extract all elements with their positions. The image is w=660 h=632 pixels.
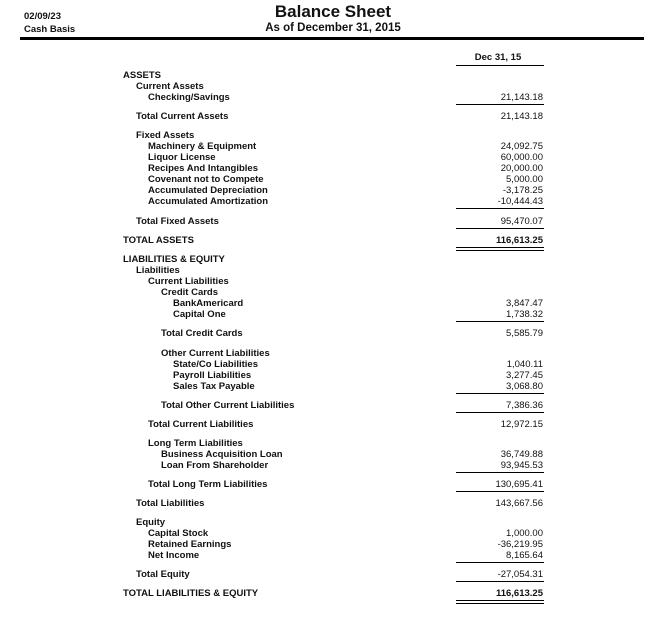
row-machinery-label: Machinery & Equipment — [148, 141, 257, 152]
row-payroll-amount: 3,277.45 — [506, 370, 543, 381]
total-equity-label: Total Equity — [136, 569, 190, 580]
group-other-current-liabilities: Other Current Liabilities — [161, 348, 270, 359]
rule — [456, 581, 544, 582]
row-accum-depreciation-amount: -3,178.25 — [502, 185, 543, 196]
report-date: 02/09/23 — [24, 11, 61, 22]
row-capital-one-label: Capital One — [173, 309, 226, 320]
row-checking-savings-label: Checking/Savings — [148, 92, 230, 103]
row-shareholder-loan-label: Loan From Shareholder — [161, 460, 269, 471]
total-current-assets-label: Total Current Assets — [136, 111, 229, 122]
total-current-liabilities-amount: 12,972.15 — [500, 419, 543, 430]
row-state-co-label: State/Co Liabilities — [173, 359, 258, 370]
header-rule — [20, 37, 644, 40]
total-assets-amount: 116,613.25 — [495, 235, 543, 246]
report-title: Balance Sheet — [274, 2, 392, 21]
total-liabilities-label: Total Liabilities — [136, 498, 205, 509]
rule — [456, 491, 544, 492]
row-payroll-label: Payroll Liabilities — [173, 370, 252, 381]
row-business-loan-label: Business Acquisition Loan — [161, 449, 283, 460]
group-liabilities: Liabilities — [136, 265, 180, 276]
row-checking-savings-amount: 21,143.18 — [500, 92, 543, 103]
total-long-term-label: Total Long Term Liabilities — [148, 479, 268, 490]
section-assets: ASSETS — [123, 70, 162, 81]
total-long-term-amount: 130,695.41 — [495, 479, 543, 490]
total-liab-equity-label: TOTAL LIABILITIES & EQUITY — [123, 588, 259, 599]
row-accum-amortization-amount: -10,444.43 — [497, 196, 543, 207]
row-net-income-amount: 8,165.64 — [506, 550, 543, 561]
total-equity-amount: -27,054.31 — [497, 569, 543, 580]
row-capital-stock-amount: 1,000.00 — [506, 528, 543, 539]
row-net-income-label: Net Income — [148, 550, 200, 561]
rule — [456, 321, 544, 322]
total-credit-cards-amount: 5,585.79 — [506, 328, 543, 339]
row-recipes-amount: 20,000.00 — [500, 163, 543, 174]
row-liquor-license-amount: 60,000.00 — [500, 152, 543, 163]
group-long-term-liabilities: Long Term Liabilities — [148, 438, 243, 449]
total-fixed-assets-amount: 95,470.07 — [500, 216, 543, 227]
rule — [456, 412, 544, 413]
group-fixed-assets: Fixed Assets — [136, 130, 195, 141]
group-equity: Equity — [136, 517, 166, 528]
row-retained-earnings-label: Retained Earnings — [148, 539, 232, 550]
total-liab-equity-amount: 116,613.25 — [495, 588, 543, 599]
group-credit-cards: Credit Cards — [161, 287, 219, 298]
row-sales-tax-amount: 3,068.80 — [506, 381, 543, 392]
total-assets-label: TOTAL ASSETS — [123, 235, 194, 246]
row-covenant-label: Covenant not to Compete — [148, 174, 264, 185]
row-liquor-license-label: Liquor License — [148, 152, 216, 163]
column-header: Dec 31, 15 — [474, 52, 522, 63]
rule — [456, 228, 544, 229]
report-subtitle: As of December 31, 2015 — [265, 22, 401, 34]
row-accum-depreciation-label: Accumulated Depreciation — [148, 185, 268, 196]
total-credit-cards-label: Total Credit Cards — [161, 328, 243, 339]
row-bankamericard-label: BankAmericard — [173, 298, 244, 309]
total-other-current-amount: 7,386.36 — [506, 400, 543, 411]
row-retained-earnings-amount: -36,219.95 — [497, 539, 543, 550]
row-accum-amortization-label: Accumulated Amortization — [148, 196, 268, 207]
report-basis: Cash Basis — [24, 24, 76, 35]
rule — [456, 208, 544, 209]
row-covenant-amount: 5,000.00 — [506, 174, 543, 185]
section-liabilities-equity: LIABILITIES & EQUITY — [123, 254, 225, 265]
row-capital-one-amount: 1,738.32 — [506, 309, 543, 320]
row-machinery-amount: 24,092.75 — [500, 141, 543, 152]
row-capital-stock-label: Capital Stock — [148, 528, 209, 539]
column-header-rule — [456, 65, 544, 66]
row-shareholder-loan-amount: 93,945.53 — [500, 460, 543, 471]
row-business-loan-amount: 36,749.88 — [500, 449, 543, 460]
row-state-co-amount: 1,040.11 — [506, 359, 543, 370]
total-liabilities-amount: 143,667.56 — [495, 498, 543, 509]
group-current-assets: Current Assets — [136, 81, 204, 92]
total-current-liabilities-label: Total Current Liabilities — [148, 419, 254, 430]
double-rule — [456, 600, 544, 604]
row-sales-tax-label: Sales Tax Payable — [173, 381, 255, 392]
row-recipes-label: Recipes And Intangibles — [148, 163, 258, 174]
total-fixed-assets-label: Total Fixed Assets — [136, 216, 219, 227]
total-other-current-label: Total Other Current Liabilities — [161, 400, 295, 411]
double-rule — [456, 247, 544, 251]
group-current-liabilities: Current Liabilities — [148, 276, 229, 287]
row-bankamericard-amount: 3,847.47 — [506, 298, 543, 309]
rule — [456, 562, 544, 563]
rule — [456, 393, 544, 394]
rule — [456, 104, 544, 105]
rule — [456, 472, 544, 473]
total-current-assets-amount: 21,143.18 — [500, 111, 543, 122]
